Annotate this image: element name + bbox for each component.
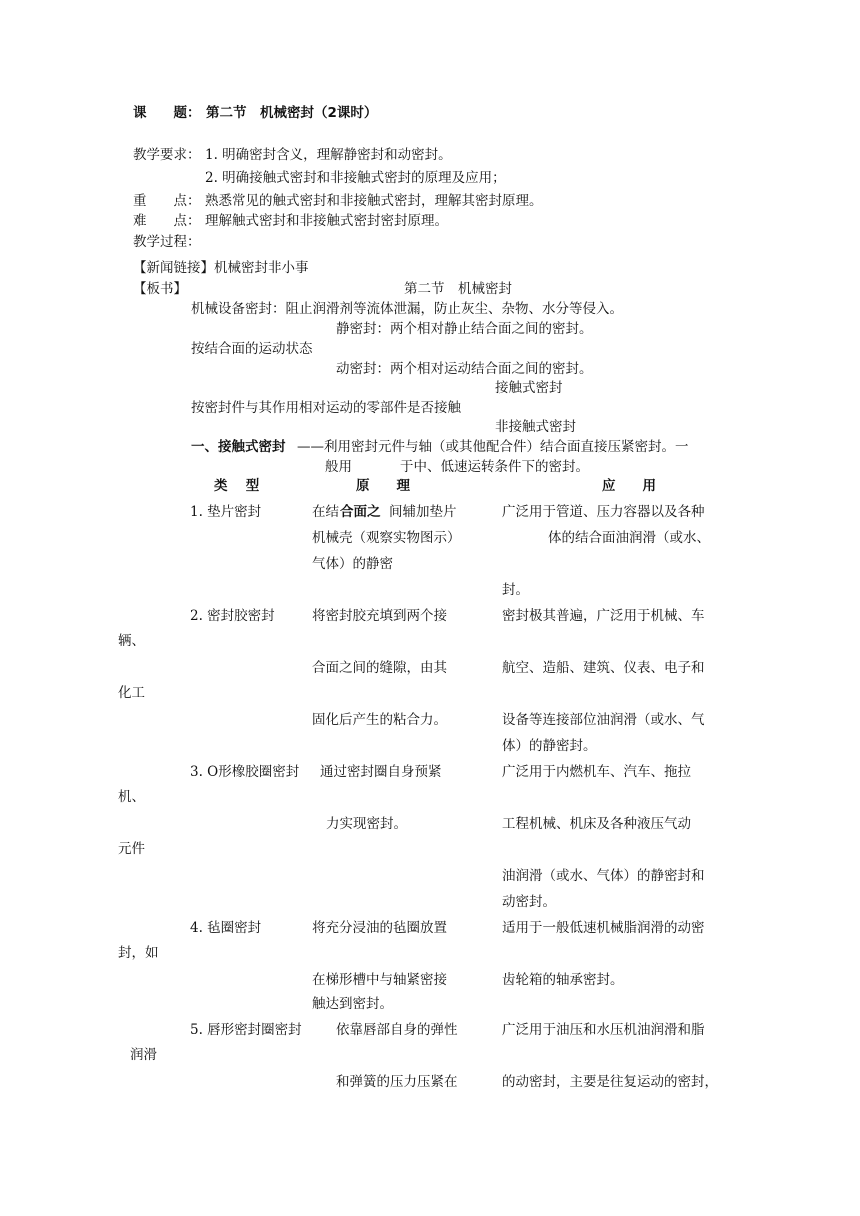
- header-application: 应 用: [602, 478, 656, 494]
- row-3-application-1: 广泛用于内燃机车、汽车、拖拉: [502, 764, 691, 780]
- row-1-application-3: 封。: [502, 582, 529, 598]
- requirement-item-2: 2. 明确接触式密封和非接触式密封的原理及应用；: [205, 170, 506, 186]
- row-2-principle-1: 将密封胶充填到两个接: [312, 608, 447, 624]
- row-5-application-2: 的动密封，主要是往复运动的密封，: [502, 1074, 718, 1090]
- requirement-item-1: 1. 明确密封含义，理解静密封和动密封。: [205, 147, 452, 163]
- header-type: 类 型: [214, 478, 260, 494]
- requirements-label: 教学要求：: [133, 147, 201, 163]
- row-2-application-2: 航空、造船、建筑、仪表、电子和: [502, 660, 705, 676]
- row-4-type: 4. 毡圈密封: [190, 920, 262, 936]
- row-4-application-1: 适用于一般低速机械脂润滑的动密: [502, 920, 705, 936]
- key-points-text: 熟悉常见的触式密封和非接触式密封，理解其密封原理。: [205, 193, 543, 209]
- dynamic-seal: 动密封：两个相对运动结合面之间的密封。: [336, 361, 593, 377]
- header-principle: 原 理: [356, 478, 410, 494]
- row-3-principle-1: 通过密封圈自身预紧: [320, 764, 442, 780]
- row-1-application-1: 广泛用于管道、压力容器以及各种: [502, 504, 705, 520]
- row-1-principle-b: 合面之: [340, 504, 381, 520]
- row-1-type: 1. 垫片密封: [190, 504, 262, 520]
- seal-definition: 机械设备密封：阻止润滑剂等流体泄漏，防止灰尘、杂物、水分等侵入。: [191, 301, 623, 317]
- row-4-principle-1: 将充分浸油的毡圈放置: [312, 920, 447, 936]
- board-title: 第二节 机械密封: [404, 281, 512, 297]
- by-motion-state: 按结合面的运动状态: [191, 341, 313, 357]
- row-3-application-3: 油润滑（或水、气体）的静密封和: [502, 868, 705, 884]
- row-5-wrap-1: 润滑: [130, 1047, 157, 1063]
- section-desc-line-2b: 于中、低速运转条件下的密封。: [400, 459, 589, 475]
- row-1-principle-c: 间辅加垫片: [389, 504, 457, 520]
- row-2-wrap-2: 化工: [118, 685, 145, 701]
- board-label: 【板书】: [133, 281, 187, 297]
- row-2-principle-3: 固化后产生的粘合力。: [312, 712, 447, 728]
- row-2-application-3: 设备等连接部位油润滑（或水、气: [502, 712, 705, 728]
- row-1-principle-3: 气体）的静密: [312, 556, 393, 572]
- row-4-principle-3: 触达到密封。: [312, 996, 393, 1012]
- row-1-principle-2: 机械壳（观察实物图示）: [312, 530, 461, 546]
- row-4-wrap-1: 封，如: [118, 945, 159, 961]
- row-2-application-1: 密封极其普遍，广泛用于机械、车: [502, 608, 705, 624]
- row-3-application-4: 动密封。: [502, 894, 556, 910]
- by-contact: 按密封件与其作用相对运动的零部件是否接触: [191, 400, 461, 416]
- row-3-type: 3. O形橡胶圈密封: [190, 764, 300, 780]
- row-3-wrap-1: 机、: [118, 789, 145, 805]
- row-2-wrap-1: 辆、: [118, 633, 145, 649]
- row-3-application-2: 工程机械、机床及各种液压气动: [502, 816, 691, 832]
- row-2-application-4: 体）的静密封。: [502, 738, 597, 754]
- section-heading: 一、接触式密封: [191, 439, 286, 455]
- difficulty-label: 难 点：: [133, 213, 201, 229]
- row-5-principle-1: 依靠唇部自身的弹性: [336, 1022, 458, 1038]
- static-seal: 静密封：两个相对静止结合面之间的密封。: [336, 321, 593, 337]
- row-5-application-1: 广泛用于油压和水压机油润滑和脂: [502, 1022, 705, 1038]
- row-4-application-2: 齿轮箱的轴承密封。: [502, 972, 624, 988]
- key-points-label: 重 点：: [133, 193, 201, 209]
- row-2-principle-2: 合面之间的缝隙，由其: [312, 660, 447, 676]
- page-title: 第二节 机械密封（2课时）: [206, 105, 378, 121]
- row-4-principle-2: 在梯形槽中与轴紧密接: [312, 972, 447, 988]
- row-1-application-2: 体的结合面油润滑（或水、: [548, 530, 710, 546]
- row-2-type: 2. 密封胶密封: [190, 608, 275, 624]
- row-3-principle-2: 力实现密封。: [326, 816, 407, 832]
- row-5-principle-2: 和弹簧的压力压紧在: [336, 1074, 458, 1090]
- non-contact-seal: 非接触式密封: [495, 419, 576, 435]
- difficulty-text: 理解触式密封和非接触式密封密封原理。: [205, 213, 448, 229]
- row-3-wrap-2: 元件: [118, 841, 145, 857]
- row-5-type: 5. 唇形密封圈密封: [190, 1022, 302, 1038]
- process-label: 教学过程：: [133, 234, 201, 250]
- contact-seal: 接触式密封: [495, 380, 563, 396]
- news-link: 【新闻链接】机械密封非小事: [133, 260, 309, 276]
- subject-label: 课 题：: [133, 105, 201, 121]
- row-1-principle-a: 在结: [312, 504, 339, 520]
- section-desc-line-2a: 般用: [325, 459, 352, 475]
- section-desc-line-1: ——利用密封元件与轴（或其他配合件）结合面直接压紧密封。一: [297, 439, 689, 455]
